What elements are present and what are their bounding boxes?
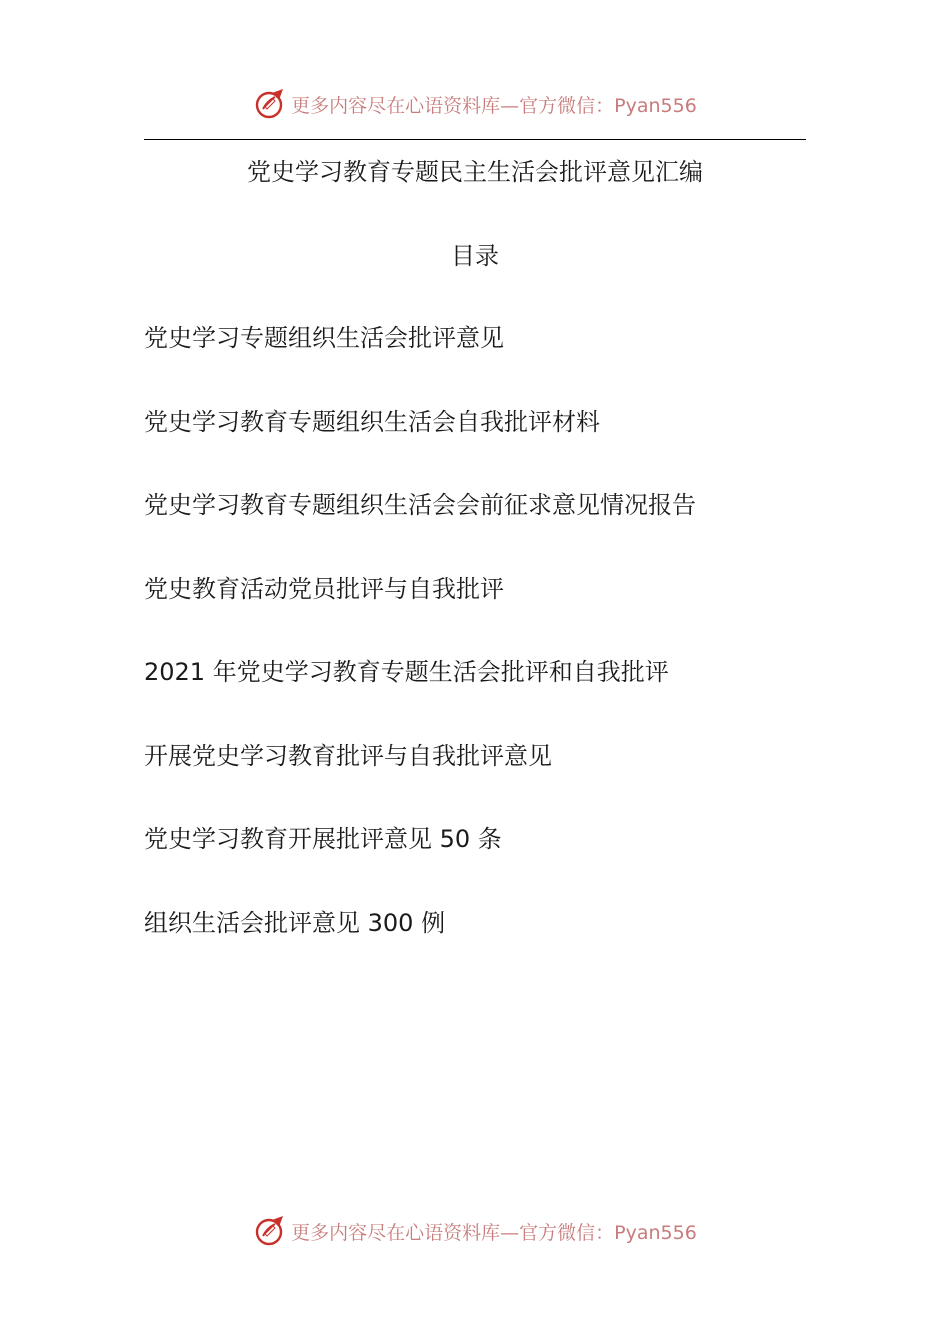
toc-item: 2021 年党史学习教育专题生活会批评和自我批评 [144,658,669,686]
document-title: 党史学习教育专题民主生活会批评意见汇编 [247,158,703,186]
pen-circle-logo-icon [253,1214,287,1248]
toc-item: 党史学习教育专题组织生活会自我批评材料 [144,407,600,436]
toc-item: 党史学习教育开展批评意见 50 条 [144,825,502,853]
header-banner [0,82,950,126]
banner-text: 更多内容尽在心语资料库—官方微信：Pyan556 [291,94,697,117]
toc-heading: 目录 [451,242,499,270]
toc-item: 组织生活会批评意见 300 例 [144,908,446,937]
footer-banner [0,1209,950,1253]
toc-item: 党史教育活动党员批评与自我批评 [144,574,504,603]
toc-item: 开展党史学习教育批评与自我批评意见 [144,741,552,770]
banner-text: 更多内容尽在心语资料库—官方微信：Pyan556 [291,1221,697,1244]
header-rule [144,139,806,140]
banner-wechat-id: Pyan556 [614,94,697,117]
toc-list [144,318,806,986]
toc-item: 党史学习专题组织生活会批评意见 [144,324,504,352]
banner-wechat-id: Pyan556 [614,1221,697,1244]
pen-circle-logo-icon [253,87,287,121]
toc-item: 党史学习教育专题组织生活会会前征求意见情况报告 [144,491,696,519]
